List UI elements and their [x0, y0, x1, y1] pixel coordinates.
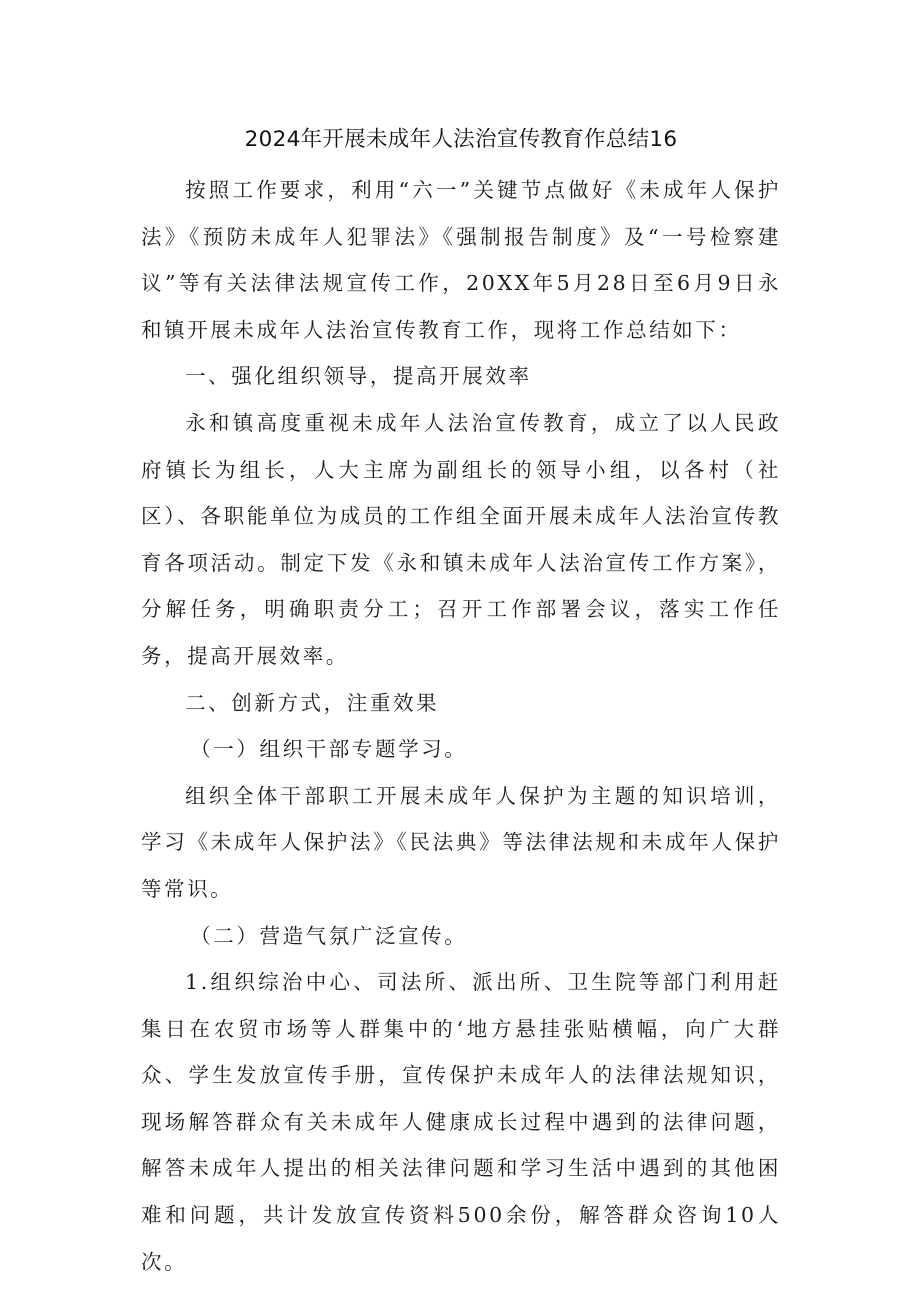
intro-paragraph: 按照工作要求，利用“六一”关键节点做好《未成年人保护法》《预防未成年人犯罪法》《强制报告制度》及“一号检察建议”等有关法律法规宣传工作，20XX年5月28日至6月9日永和镇开展未成年人法治宣传教育工作，现将工作总结如下：: [141, 178, 781, 342]
subsection-1-paragraph: 组织全体干部职工开展未成年人保护为主题的知识培训，学习《未成年人保护法》《民法典》等法律法规和未成年人保护等常识。: [141, 783, 781, 901]
document-title: 2024年开展未成年人法治宣传教育作总结16: [244, 127, 678, 152]
section-1-paragraph: 永和镇高度重视未成年人法治宣传教育，成立了以人民政府镇长为组长，人大主席为副组长的领导小组，以各村（社区）、各职能单位为成员的工作组全面开展未成年人法治宣传教育各项活动。制定下发《永和镇未成年人法治宣传工作方案》，分解任务，明确职责分工；召开工作部署会议，落实工作任务，提高开展效率。: [141, 410, 781, 668]
subsection-heading-1: （一）组织干部专题学习。: [190, 737, 468, 762]
subsection-heading-2: （二）营造气氛广泛宣传。: [190, 923, 468, 948]
document-body: [141, 167, 781, 1285]
section-heading-1: 一、强化组织领导，提高开展效率: [185, 364, 532, 389]
subsection-2-paragraph: 1.组织综治中心、司法所、派出所、卫生院等部门利用赶集日在农贸市场等人群集中的‘地方悬挂张贴横幅，向广大群众、学生发放宣传手册，宣传保护未成年人的法律法规知识，现场解答群众有关未成年人健康成长过程中遇到的法律问题，解答未成年人提出的相关法律问题和学习生活中遇到的其他困难和问题，共计发放宣传资料500余份，解答群众咨询10人次。: [141, 970, 781, 1274]
section-heading-2: 二、创新方式，注重效果: [185, 690, 440, 715]
